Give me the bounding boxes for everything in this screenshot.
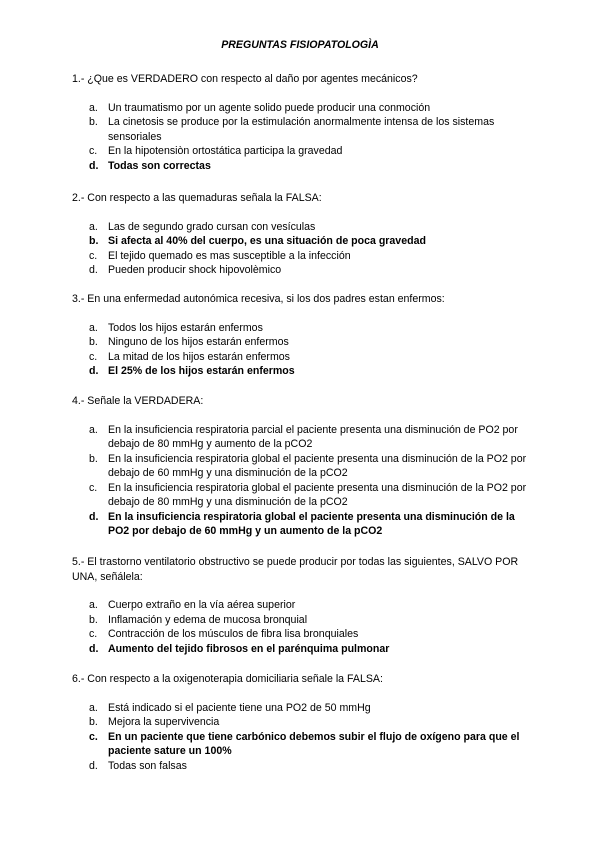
option-b: b. Ninguno de los hijos estarán enfermos [89, 336, 289, 348]
option-d-correct: d. El 25% de los hijos estarán enfermos [89, 365, 295, 377]
option-d: d. Todas son falsas [89, 759, 187, 772]
option-d-correct: d. En la insuficiencia respiratoria global el paciente presenta una disminución de la PO2 por debajo de 60 mmHg y un aumento de la pCO2 [89, 510, 515, 537]
question-1 [72, 72, 532, 173]
option-a: a. Un traumatismo por un agente solido puede producir una conmoción [89, 101, 431, 114]
option-a: a. Todos los hijos estarán enfermos [89, 321, 263, 334]
question-text: 1.- ¿Que es VERDADERO con respecto al daño por agentes mecánicos? [72, 73, 418, 85]
options-list [72, 101, 532, 174]
option-d-correct: d. Todas son correctas [89, 159, 211, 172]
question-text: 2.- Con respecto a las quemaduras señala la FALSA: [72, 192, 322, 204]
option-c: c. En la insuficiencia respiratoria global el paciente presenta una disminución de la PO2 por debajo de 80 mmHg y una disminución de la pCO2 [89, 481, 527, 508]
question-2 [72, 191, 532, 278]
option-c: c. La mitad de los hijos estarán enfermos [89, 350, 290, 363]
question-4 [72, 394, 532, 539]
question-text: 4.- Señale la VERDADERA: [72, 395, 204, 407]
document-title: PREGUNTAS FISIOPATOLOGÌA [221, 39, 379, 51]
option-d: d. Pueden producir shock hipovolèmico [89, 264, 282, 276]
options-list [72, 220, 532, 278]
options-list [72, 321, 532, 379]
option-d-correct: d. Aumento del tejido fibrosos en el parénquima pulmonar [89, 642, 390, 655]
option-c: c. En la hipotensiòn ortostática participa la gravedad [89, 145, 343, 157]
option-c-correct: c. En un paciente que tiene carbónico debemos subir el flujo de oxígeno para que el paciente sature un 100% [89, 730, 520, 757]
option-a: a. Cuerpo extraño en la vía aérea superior [89, 599, 296, 611]
option-c: c. El tejido quemado es mas susceptible a la infección [89, 249, 351, 262]
option-b: b. En la insuficiencia respiratoria global el paciente presenta una disminución de la PO2 por debajo de 60 mmHg y una disminución de la pCO2 [89, 452, 527, 479]
options-list [72, 598, 532, 656]
option-a: a. Está indicado si el paciente tiene una PO2 de 50 mmHg [89, 701, 371, 714]
question-text: 3.- En una enfermedad autonómica recesiva, si los dos padres estan enfermos: [72, 293, 445, 305]
question-6 [72, 672, 532, 773]
question-5 [72, 555, 532, 656]
option-a: a. En la insuficiencia respiratoria parcial el paciente presenta una disminución de PO2 por debajo de 80 mmHg y aumento de la pCO2 [89, 423, 518, 450]
option-b: b. La cinetosis se produce por la estimulación anormalmente intensa de los sistemas sensoriales [89, 116, 495, 143]
option-b: b. Mejora la supervivencia [89, 716, 220, 728]
option-b: b. Inflamación y edema de mucosa bronquial [89, 613, 308, 626]
option-b-correct: b. Si afecta al 40% del cuerpo, es una situación de poca gravedad [89, 235, 426, 247]
option-a: a. Las de segundo grado cursan con vesículas [89, 220, 316, 233]
question-text: 6.- Con respecto a la oxigenoterapia domiciliaria señale la FALSA: [72, 673, 383, 685]
question-text: 5.- El trastorno ventilatorio obstructivo se puede producir por todas las siguientes, SALVO POR UNA, señálela: [72, 556, 519, 583]
option-c: c. Contracción de los músculos de fibra lisa bronquiales [89, 628, 359, 640]
options-list [72, 701, 532, 774]
options-list [72, 423, 532, 539]
question-3 [72, 292, 532, 379]
